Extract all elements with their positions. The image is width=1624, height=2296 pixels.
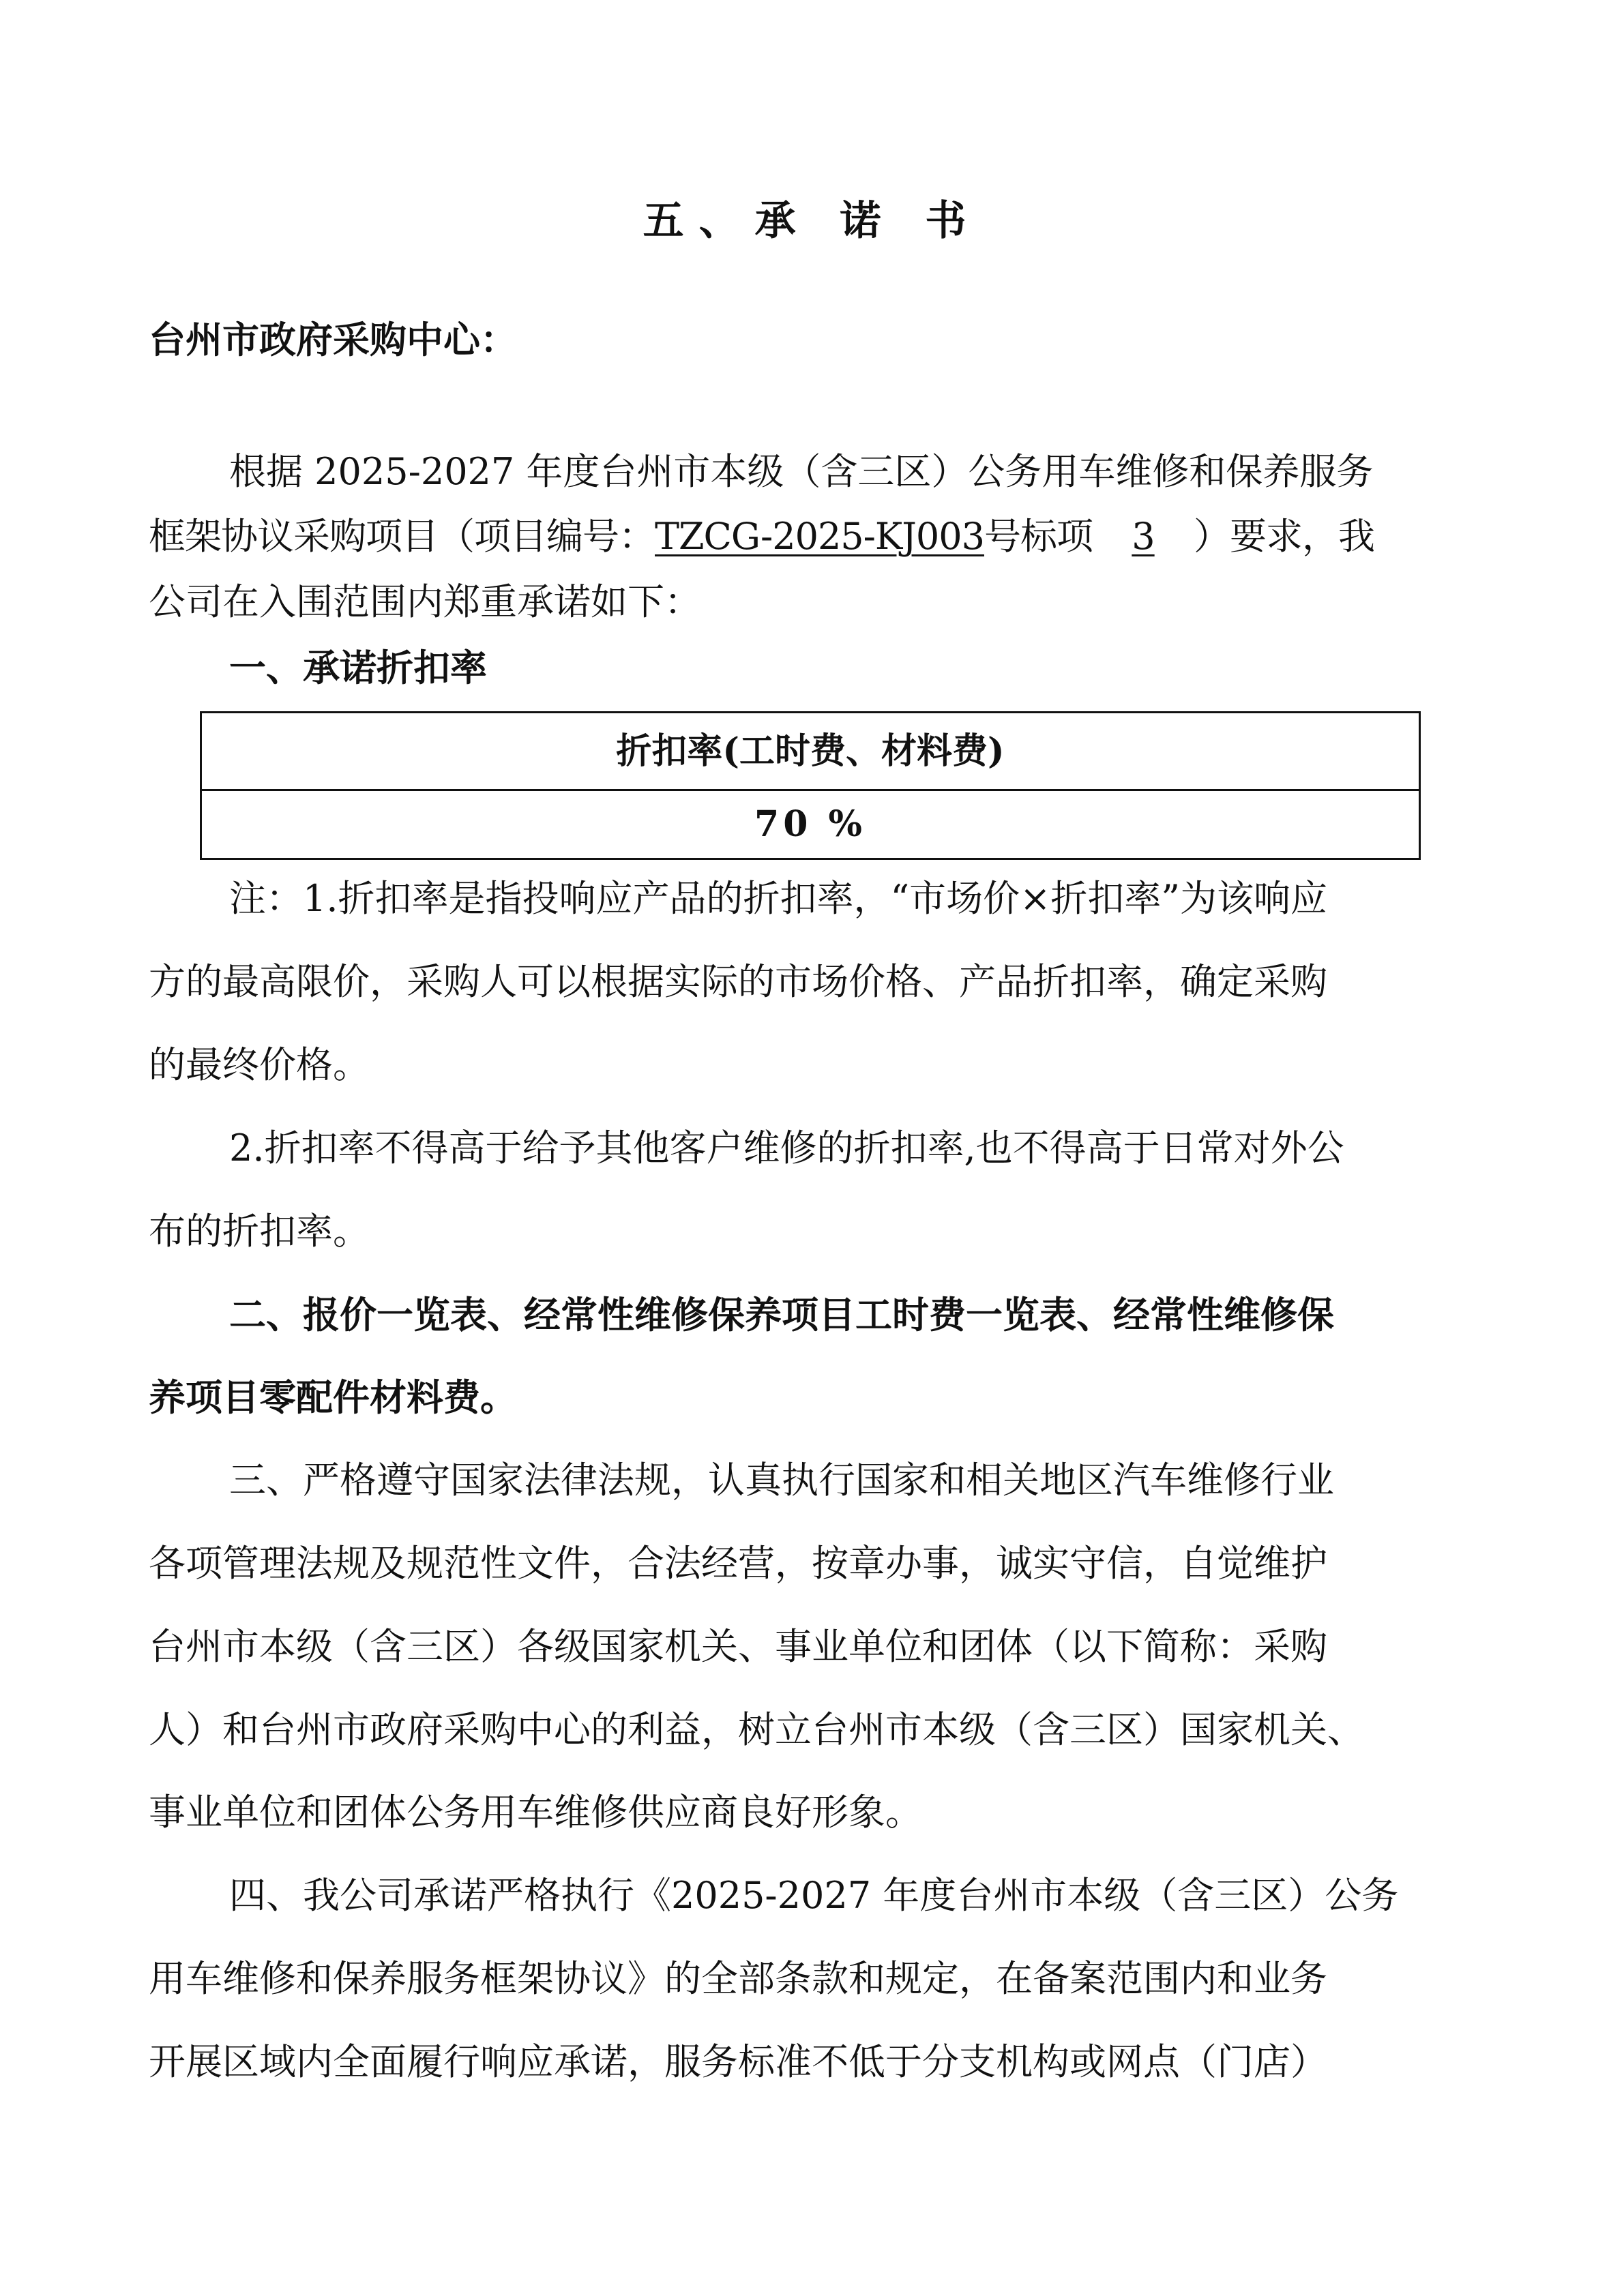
section-2-line-1: 二、报价一览表、经常性维修保养项目工时费一览表、经常性维修保 [229, 1293, 1334, 1337]
discount-table [200, 711, 1421, 860]
note-2-line-2: 布的折扣率。 [149, 1210, 370, 1253]
section-3-line-2: 各项管理法规及规范性文件，合法经营，按章办事，诚实守信，自觉维护 [149, 1542, 1327, 1585]
intro-line-1: 根据 2025-2027 年度台州市本级（含三区）公务用车维修和保养服务 [229, 450, 1374, 493]
intro-line-3: 公司在入围范围内郑重承诺如下： [149, 580, 701, 623]
section-1-heading: 一、承诺折扣率 [229, 646, 487, 689]
intro-line-2 [149, 513, 1486, 561]
intro-line-2-mid: 号标项 [984, 515, 1093, 558]
intro-line-2-before: 框架协议采购项目（项目编号： [149, 515, 655, 558]
section-4-line-1: 四、我公司承诺严格执行《2025-2027 年度台州市本级（含三区）公务 [229, 1874, 1399, 1917]
section-3-line-1: 三、严格遵守国家法律法规，认真执行国家和相关地区汽车维修行业 [229, 1459, 1334, 1502]
note-2-line-1: 2.折扣率不得高于给予其他客户维修的折扣率,也不得高于日常对外公 [229, 1127, 1344, 1169]
addressee: 台州市政府采购中心： [149, 318, 517, 361]
discount-table-header: 折扣率(工时费、材料费) [202, 713, 1419, 791]
project-number: TZCG-2025-KJ003 [655, 515, 984, 558]
discount-rate-value: 70 % [754, 803, 866, 845]
note-1-line-2: 方的最高限价，采购人可以根据实际的市场价格、产品折扣率，确定采购 [149, 960, 1327, 1003]
section-2-line-2: 养项目零配件材料费。 [149, 1375, 517, 1419]
section-3-line-4: 人）和台州市政府采购中心的利益，树立台州市本级（含三区）国家机关、 [149, 1708, 1364, 1751]
page-title: 五、承 诺 书 [643, 197, 981, 245]
section-4-line-2: 用车维修和保养服务框架协议》的全部条款和规定，在备案范围内和业务 [149, 1957, 1327, 2000]
intro-line-2-after: ）要求，我 [1193, 515, 1374, 558]
section-4-line-3: 开展区域内全面履行响应承诺，服务标准不低于分支机构或网点（门店） [149, 2040, 1327, 2083]
lot-number: 3 [1132, 515, 1155, 558]
note-1-line-1: 注：1.折扣率是指投响应产品的折扣率，“市场价×折扣率”为该响应 [229, 877, 1327, 920]
note-1-line-3: 的最终价格。 [149, 1043, 370, 1086]
section-3-line-5: 事业单位和团体公务用车维修供应商良好形象。 [149, 1791, 922, 1834]
section-3-line-3: 台州市本级（含三区）各级国家机关、事业单位和团体（以下简称：采购 [149, 1625, 1327, 1668]
